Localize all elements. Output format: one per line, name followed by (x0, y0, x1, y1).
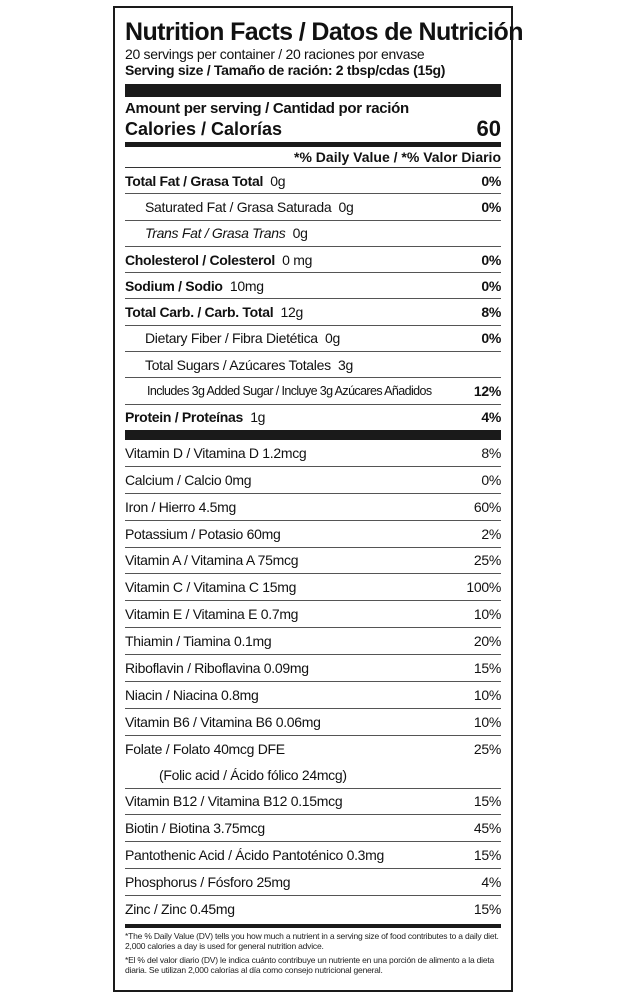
nutrient-dv: 12% (473, 383, 501, 400)
vitamin-dv: 25% (473, 740, 501, 757)
vitamin-text: Zinc / Zinc 0.45mg (125, 901, 235, 918)
footnote (125, 924, 501, 975)
vitamin-text: (Folic acid / Ácido fólico 24mcg) (159, 766, 347, 783)
nutrient-amount: 0g (338, 198, 354, 215)
nutrient-name: Total Sugars / Azúcares Totales (145, 356, 331, 373)
nutrient-name: Includes 3g Added Sugar / Incluye 3g Azúcares Añadidos (147, 384, 432, 399)
vitamin-row (125, 815, 501, 842)
vitamin-text: Thiamin / Tiamina 0.1mg (125, 633, 272, 650)
vitamin-row (125, 789, 501, 816)
vitamin-text: Iron / Hierro 4.5mg (125, 498, 237, 515)
vitamin-text: Vitamin E / Vitamina E 0.7mg (125, 606, 299, 623)
vitamin-text: Vitamin D / Vitamina D 1.2mcg (125, 444, 307, 461)
nutrient-row (125, 273, 501, 299)
nutrient-amount: 10mg (229, 277, 264, 294)
nutrient-name: Dietary Fiber / Fibra Dietética (145, 330, 318, 347)
nutrition-facts-label (113, 6, 523, 992)
vitamin-text: Calcium / Calcio 0mg (125, 471, 252, 488)
nutrient-row (125, 194, 501, 220)
vitamin-row (125, 467, 501, 494)
calories-label: Calories / Calorías (125, 119, 283, 139)
nutrient-name: Protein / Proteínas (125, 409, 243, 426)
vitamin-dv: 8% (481, 444, 501, 461)
vitamin-text: Potassium / Potasio 60mg (125, 525, 281, 542)
vitamin-dv: 10% (473, 713, 501, 730)
vitamin-row (125, 762, 501, 789)
vitamin-row (125, 494, 501, 521)
vitamin-row (125, 628, 501, 655)
nutrient-dv: 0% (481, 251, 501, 268)
nutrient-row (125, 247, 501, 273)
vitamin-dv: 10% (473, 606, 501, 623)
calories-value: 60 (476, 116, 501, 141)
nutrient-dv: 8% (481, 304, 501, 321)
vitamin-dv: 25% (473, 552, 501, 569)
vitamins-list (125, 440, 501, 922)
nutrient-dv: 0% (481, 172, 501, 189)
nutrient-name: Total Fat / Grasa Total (125, 172, 264, 189)
vitamin-text: Vitamin A / Vitamina A 75mcg (125, 552, 299, 569)
nutrient-row (125, 405, 501, 430)
vitamin-text: Pantothenic Acid / Ácido Pantoténico 0.3mg (125, 847, 385, 864)
label-title: Nutrition Facts / Datos de Nutrición (125, 18, 523, 46)
nutrient-row (125, 221, 501, 247)
nutrient-dv: 0% (481, 198, 501, 215)
nutrient-amount: 3g (337, 356, 353, 373)
vitamin-text: Riboflavin / Riboflavina 0.09mg (125, 660, 309, 677)
vitamin-row (125, 842, 501, 869)
vitamin-dv: 15% (473, 847, 501, 864)
vitamin-dv: 4% (481, 874, 501, 891)
vitamin-text: Vitamin C / Vitamina C 15mg (125, 579, 297, 596)
vitamin-dv: 100% (466, 579, 501, 596)
nutrient-row (125, 378, 501, 404)
daily-value-header: *% Daily Value / *% Valor Diario (125, 147, 501, 168)
nutrient-dv: 0% (481, 277, 501, 294)
vitamin-row (125, 709, 501, 736)
nutrient-name: Total Carb. / Carb. Total (125, 304, 274, 321)
vitamin-text: Vitamin B12 / Vitamina B12 0.15mcg (125, 793, 343, 810)
vitamin-row (125, 601, 501, 628)
nutrient-name: Sodium / Sodio (125, 277, 223, 294)
vitamin-dv: 45% (473, 820, 501, 837)
vitamin-row (125, 869, 501, 896)
vitamin-row (125, 548, 501, 575)
nutrient-amount: 0g (324, 330, 340, 347)
nutrient-row (125, 299, 501, 325)
calories-row (125, 118, 501, 142)
vitamin-dv: 15% (473, 660, 501, 677)
amount-per-serving: Amount per serving / Cantidad por ración (125, 100, 409, 117)
vitamin-row (125, 896, 501, 922)
vitamin-text: Vitamin B6 / Vitamina B6 0.06mg (125, 713, 321, 730)
nutrient-name: Saturated Fat / Grasa Saturada (145, 198, 332, 215)
vitamin-row (125, 736, 501, 762)
nutrient-row (125, 352, 501, 378)
divider-thick (125, 84, 501, 97)
divider-vitamins (125, 430, 501, 440)
vitamin-dv: 0% (481, 471, 501, 488)
vitamin-dv: 10% (473, 686, 501, 703)
vitamin-text: Phosphorus / Fósforo 25mg (125, 874, 291, 891)
nutrient-dv: 0% (481, 330, 501, 347)
nutrient-dv: 4% (481, 409, 501, 426)
vitamin-text: Biotin / Biotina 3.75mcg (125, 820, 265, 837)
nutrient-amount: 0g (292, 225, 308, 242)
vitamin-row (125, 682, 501, 709)
nutrient-name: Cholesterol / Colesterol (125, 251, 275, 268)
vitamin-text: Niacin / Niacina 0.8mg (125, 686, 259, 703)
nutrient-row (125, 326, 501, 352)
vitamin-dv: 2% (481, 525, 501, 542)
vitamin-row (125, 440, 501, 467)
vitamin-row (125, 521, 501, 548)
vitamin-text: Folate / Folato 40mcg DFE (125, 740, 285, 757)
footnote-spanish: *El % del valor diario (DV) le indica cuánto contribuye un nutriente en una porción de alimento a la dieta diaria. Se utilizan 2,000 calorías al día como consejo nutricional general. (125, 955, 495, 975)
serving-size: Serving size / Tamaño de ración: 2 tbsp/cdas (15g) (125, 62, 446, 78)
nutrient-amount: 1g (250, 409, 266, 426)
vitamin-dv: 20% (473, 633, 501, 650)
footnote-english: *The % Daily Value (DV) tells you how much a nutrient in a serving size of food contributes to a daily diet. 2,000 calories a day is used for general nutrition advice. (125, 931, 499, 951)
vitamin-row (125, 574, 501, 601)
nutrient-amount: 12g (280, 304, 303, 321)
vitamin-dv: 60% (473, 498, 501, 515)
nutrient-row (125, 168, 501, 194)
nutrient-name: Trans Fat / Grasa Trans (145, 225, 286, 242)
vitamin-dv: 15% (473, 901, 501, 918)
vitamin-dv: 15% (473, 793, 501, 810)
nutrient-amount: 0 mg (282, 251, 313, 268)
vitamin-row (125, 655, 501, 682)
nutrient-amount: 0g (270, 172, 286, 189)
servings-per-container: 20 servings per container / 20 raciones por envase (125, 46, 425, 62)
